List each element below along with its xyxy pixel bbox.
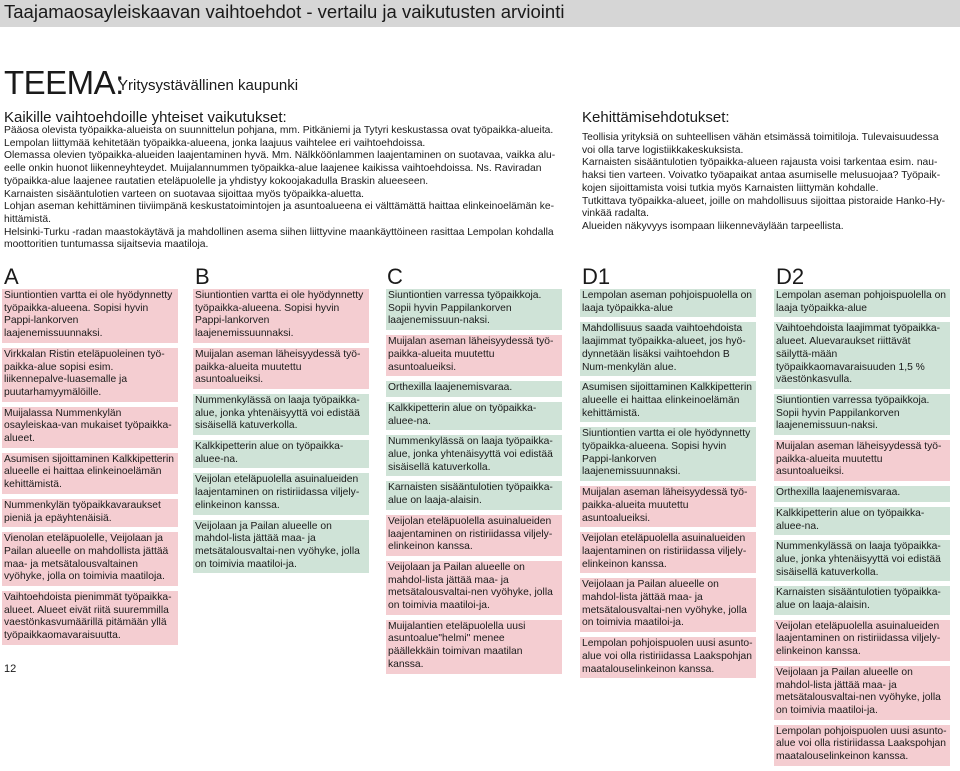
development-conditions-text <box>582 132 952 234</box>
page-title: Taajamaosayleiskaavan vaihtoehdot - vertailu ja vaikutusten arviointi <box>4 1 565 22</box>
general-effects-paragraph: Olemassa olevien työpaikka-alueiden laajentaminen hyvä. Mm. Nälkköönlammen laajentaminen on suotavaa, vaikka alu-eelle onkin huonot liikenneyhteydet. Muijalannummen työpaikka-alue laajenee kaikissa vaihtoehdoissa. Ns. Raviradan työpaikka-alue laajenee rautatien eteläpuolelle ja yhdistyy kokoojakadulla Braskin alueeseen. <box>4 150 556 187</box>
positive-effect-card: Lempolan aseman pohjoispuolella on laaja työpaikka-alue <box>774 289 950 317</box>
negative-effect-card: Veijolan eteläpuolella asuinalueiden laajentaminen on ristiriidassa viljely-elinkeinon kanssa. <box>386 515 562 556</box>
alternative-letter: D1 <box>582 264 611 289</box>
development-conditions-paragraph: Teollisia yrityksiä on suhteellisen vähän etsimässä toimitiloja. Tulevaisuudessa voi olla tarve logistiikkakeskuksista. <box>582 132 939 156</box>
negative-effect-card: Muijalassa Nummenkylän osayleiskaa-van mukaiset työpaikka-alueet. <box>2 407 178 448</box>
negative-effect-card: Veijolan eteläpuolella asuinalueiden laajentaminen on ristiriidassa viljely-elinkeinon kanssa. <box>580 532 756 573</box>
negative-effect-card: Siuntiontien vartta ei ole hyödynnetty työpaikka-alueena. Sopisi hyvin Pappi-lankorven laajenemissuunnaksi. <box>2 289 178 343</box>
development-conditions-paragraph: Tutkittava työpaikka-alueet, joille on mahdollisuus sijoittaa pistoraide Hanko-Hy-vinkää radalta. <box>582 195 946 220</box>
general-effects-heading: Kaikille vaihtoehdoille yhteiset vaikutukset: <box>4 109 287 126</box>
negative-effect-card: Muijalan aseman läheisyydessä työ-paikka-alueita muutettu asuntoalueiksi. <box>386 335 562 376</box>
positive-effect-card: Siuntiontien varressa työpaikkoja. Sopii hyvin Pappilankorven laajenemissuun-naksi. <box>774 394 950 435</box>
negative-effect-card: Lempolan pohjoispuolen uusi asunto-alue voi olla ristiriidassa Laakspohjan maatalouselinkeinon kanssa. <box>774 725 950 766</box>
general-effects-paragraph: Pääosa olevista työpaikka-alueista on suunnittelun pohjana, mm. Pitkäniemi ja Tytyri keskustassa ovat työpaikka-alueita. <box>4 125 554 136</box>
positive-effect-card: Kalkkipetterin alue on työpaikka-aluee-na. <box>774 507 950 535</box>
alternative-column <box>580 289 756 683</box>
alternative-letter: B <box>195 264 210 289</box>
alternative-column <box>774 289 950 771</box>
positive-effect-card: Vaihtoehdoista laajimmat työpaikka-alueet. Aluevaraukset riittävät säilyttä-mään työpaikkaomavaraisuuden 1,5 % väestönkasvulla. <box>774 322 950 389</box>
development-conditions-paragraph: Alueiden näkyvyys isompaan liikenneväylään tarpeellista. <box>582 220 844 232</box>
positive-effect-card: Veijolaan ja Pailan alueelle on mahdol-lista jättää maa- ja metsätalousvaltai-nen vyöhyke, jolla on toimivia maatiloi-ja. <box>193 520 369 574</box>
alternative-letter: A <box>4 264 19 289</box>
positive-effect-card: Orthexilla laajenemisvaraa. <box>386 381 562 397</box>
alternative-column <box>386 289 562 679</box>
negative-effect-card: Veijolaan ja Pailan alueelle on mahdol-lista jättää maa- ja metsätalousvaltai-nen vyöhyke, jolla on toimivia maatiloi-ja. <box>774 666 950 720</box>
theme-label: TEEMA: <box>4 64 124 101</box>
positive-effect-card: Kalkkipetterin alue on työpaikka-aluee-na. <box>193 440 369 468</box>
positive-effect-card: Siuntiontien vartta ei ole hyödynnetty työpaikka-alueena. Sopisi hyvin Pappi-lankorven laajenemissuunnaksi. <box>580 427 756 481</box>
negative-effect-card: Veijolaan ja Pailan alueelle on mahdol-lista jättää maa- ja metsätalousvaltai-nen vyöhyke, jolla on toimivia maatiloi-ja. <box>580 578 756 632</box>
general-effects-paragraph: Lempolan liittymää kehitetään työpaikka-alueena, jonka laajuus vaihtelee eri vaihtoehdoissa. <box>4 137 426 149</box>
negative-effect-card: Nummenkylän työpaikkavaraukset pieniä ja epäyhtenäisiä. <box>2 499 178 527</box>
positive-effect-card: Nummenkylässä on laaja työpaikka-alue, jonka yhtenäisyyttä voi edistää sisäisellä katuverkolla. <box>774 540 950 581</box>
positive-effect-card: Veijolan eteläpuolella asuinalueiden laajentaminen on ristiriidassa viljely-elinkeinon kanssa. <box>193 473 369 514</box>
negative-effect-card: Muijalan aseman läheisyydessä työ-paikka-alueita muutettu asuntoalueiksi. <box>580 486 756 527</box>
positive-effect-card: Orthexilla laajenemisvaraa. <box>774 486 950 502</box>
negative-effect-card: Lempolan pohjoispuolen uusi asunto-alue voi olla ristiriidassa Laakspohjan maatalouselinkeinon kanssa. <box>580 637 756 678</box>
negative-effect-card: Muijalan aseman läheisyydessä työ-paikka-alueita muutettu asuntoalueiksi. <box>193 348 369 389</box>
positive-effect-card: Asumisen sijoittaminen Kalkkipetterin alueelle ei haittaa elinkeinoelämän kehittämistä. <box>580 381 756 422</box>
alternative-letter: D2 <box>776 264 805 289</box>
development-conditions-paragraph: Karnaisten sisääntulotien työpaikka-alueen rajausta voisi tarkentaa esim. nau-haksi tien varteen. Voivatko työapaikat antaa asumiselle melusuojaa? Työpaik-kojen sijoittamista voisi tutkia myös Karnaisten liittymän kohdalle. <box>582 157 941 194</box>
negative-effect-card: Vaihtoehdoista pienimmät työpaikka-alueet. Alueet eivät riitä suuremmilla vaestönkasvumäärillä pitämään yllä työpaikkaomavaraisuutta. <box>2 591 178 645</box>
negative-effect-card: Muijalantien eteläpuolella uusi asuntoalue"helmi" menee päällekkäin toimivan maatilan kanssa. <box>386 620 562 674</box>
general-effects-text <box>4 125 564 252</box>
theme-value: Yritysystävällinen kaupunki <box>118 77 299 94</box>
alternative-column <box>2 289 178 650</box>
positive-effect-card: Lempolan aseman pohjoispuolella on laaja työpaikka-alue <box>580 289 756 317</box>
negative-effect-card: Vienolan eteläpuolelle, Veijolaan ja Pailan alueelle on mahdollista jättää maa- ja metsätalousvaltainen vyöhyke, jolla on toimivia maatiloja. <box>2 532 178 586</box>
negative-effect-card: Siuntiontien vartta ei ole hyödynnetty työpaikka-alueena. Sopisi hyvin Pappi-lankorven laajenemissuunnaksi. <box>193 289 369 343</box>
positive-effect-card: Siuntiontien varressa työpaikkoja. Sopii hyvin Pappilankorven laajenemissuun-naksi. <box>386 289 562 330</box>
alternative-letter: C <box>387 264 403 289</box>
general-effects-paragraph: Karnaisten sisääntulotien varteen on suotavaa sijoittaa myös työpaikka-aluetta. <box>4 188 365 200</box>
positive-effect-card: Karnaisten sisääntulotien työpaikka-alue on laaja-alaisin. <box>386 481 562 509</box>
alternative-column <box>193 289 369 578</box>
positive-effect-card: Karnaisten sisääntulotien työpaikka-alue on laaja-alaisin. <box>774 586 950 614</box>
positive-effect-card: Nummenkylässä on laaja työpaikka-alue, jonka yhtenäisyyttä voi edistää sisäisellä katuverkolla. <box>193 394 369 435</box>
positive-effect-card: Nummenkylässä on laaja työpaikka-alue, jonka yhtenäisyyttä voi edistää sisäisellä katuverkolla. <box>386 435 562 476</box>
positive-effect-card: Kalkkipetterin alue on työpaikka-aluee-na. <box>386 402 562 430</box>
negative-effect-card: Virkkalan Ristin eteläpuoleinen työ-paikka-alue sopisi esim. liikennepalve-luasemalle ja puutarhamyymälöille. <box>2 348 178 402</box>
negative-effect-card: Muijalan aseman läheisyydessä työ-paikka-alueita muutettu asuntoalueiksi. <box>774 440 950 481</box>
development-conditions-heading: Kehittämisehdotukset: <box>582 109 730 126</box>
general-effects-paragraph: Helsinki-Turku -radan maastokäytävä ja mahdollinen asema siihen liittyvine maankäyttöineen rasittaa Lempolan kohdalla moottoritien tuntumassa sijaitsevia maatiloja. <box>4 226 554 251</box>
positive-effect-card: Mahdollisuus saada vaihtoehdoista laajimmat työpaikka-alueet, jos hyö-dynnetään lisäksi vaihtoehdon B Num-menkylän alue. <box>580 322 756 376</box>
negative-effect-card: Veijolaan ja Pailan alueelle on mahdol-lista jättää maa- ja metsätalousvaltai-nen vyöhyke, jolla on toimivia maatiloi-ja. <box>386 561 562 615</box>
general-effects-paragraph: Lohjan aseman kehittäminen tiiviimpänä keskustatoimintojen ja asuntoalueena ei välttämättä haittaa elinkeinoelämän ke-hittämistä. <box>4 201 555 225</box>
negative-effect-card: Veijolan eteläpuolella asuinalueiden laajentaminen on ristiriidassa viljely-elinkeinon kanssa. <box>774 620 950 661</box>
negative-effect-card: Asumisen sijoittaminen Kalkkipetterin alueelle ei haittaa elinkeinoelämän kehittämistä. <box>2 453 178 494</box>
page-number: 12 <box>4 663 17 675</box>
